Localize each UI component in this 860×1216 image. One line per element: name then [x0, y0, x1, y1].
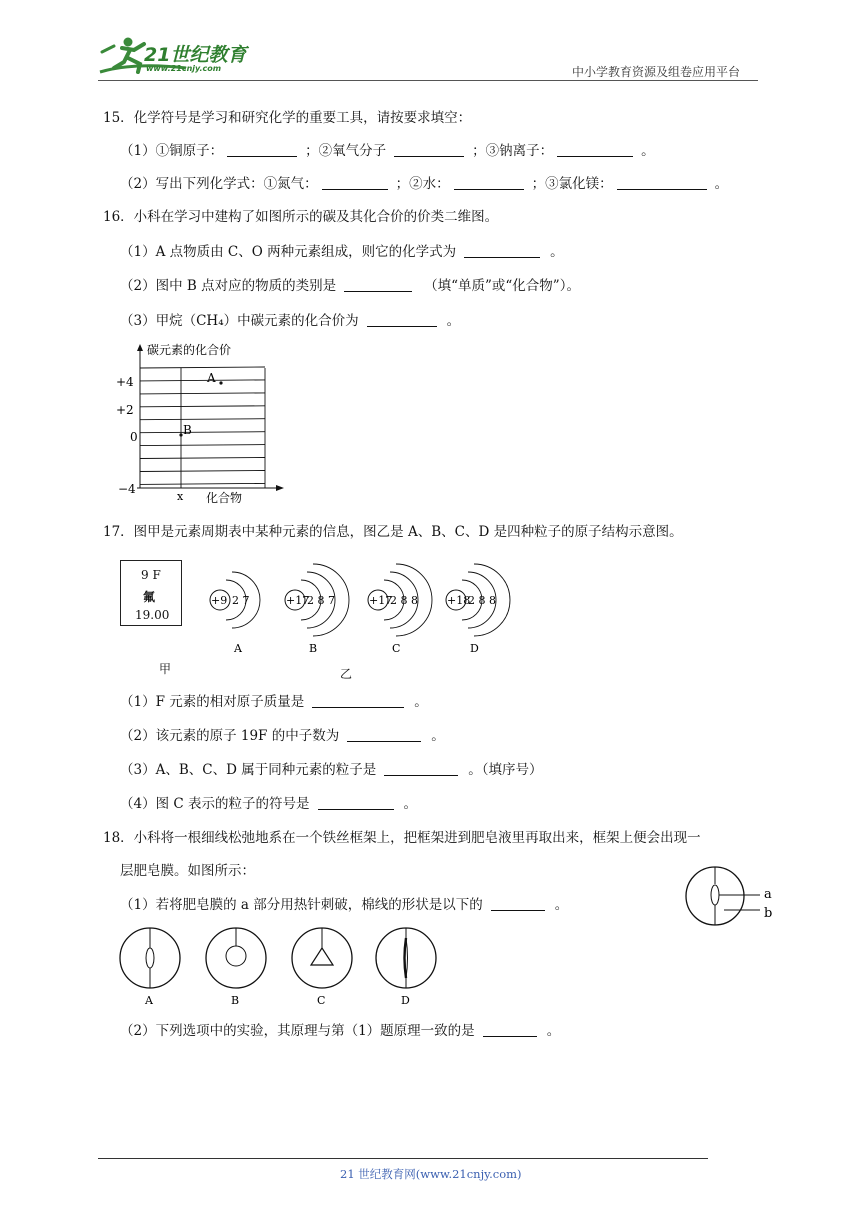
- element-card: [120, 560, 182, 626]
- electron-counts: 2 7: [232, 594, 250, 607]
- grid-line: [140, 419, 265, 420]
- y-tick-minus4: −4: [118, 482, 136, 496]
- valence-chart: [110, 340, 300, 505]
- point-b-label: B: [183, 423, 192, 437]
- q18-part1: （1）若将肥皂膜的 a 部分用热针刺破，棉线的形状是以下的 。: [120, 897, 569, 913]
- grid-line: [140, 406, 265, 407]
- atom-diagram-c: [368, 564, 432, 655]
- grid-line: [140, 432, 265, 433]
- frame-label-a: a: [764, 887, 772, 902]
- element-mass: 19.00: [135, 608, 170, 622]
- option-d-label: D: [401, 994, 410, 1007]
- nucleus-charge: +17: [369, 594, 393, 607]
- q15-blank-6[interactable]: [617, 176, 707, 190]
- q17-part2: （2）该元素的原子 19F 的中子数为 。: [120, 728, 445, 744]
- chart-grid: [140, 367, 265, 488]
- option-c-figure[interactable]: [292, 928, 352, 1007]
- electron-counts: 2 8 8: [468, 594, 496, 607]
- x-tick-x: x: [177, 490, 184, 503]
- nucleus-charge: +18: [447, 594, 471, 607]
- soap-film-frame-diagram: [684, 864, 784, 934]
- q17-part3: （3）A、B、C、D 属于同种元素的粒子是 。（填序号）: [120, 762, 543, 778]
- platform-name: 中小学教育资源及组卷应用平台: [572, 65, 741, 79]
- q17-blank-1[interactable]: [312, 694, 404, 708]
- q16-part3: （3）甲烷（CH₄）中碳元素的化合价为 。: [120, 313, 461, 329]
- nucleus-charge: +9: [211, 594, 228, 607]
- nucleus-charge: +17: [286, 594, 310, 607]
- frame-label-b: b: [764, 906, 773, 921]
- q17-blank-3[interactable]: [384, 762, 458, 776]
- grid-line: [140, 393, 265, 394]
- q17-part1: （1）F 元素的相对原子质量是 。: [120, 694, 428, 710]
- atom-diagram-d: [446, 564, 510, 655]
- fig-jia-label: 甲: [159, 662, 172, 676]
- atom-diagram-a: [210, 572, 260, 655]
- q17-blank-2[interactable]: [347, 728, 421, 742]
- logo-url: www.21cnjy.com: [146, 64, 222, 73]
- y-tick-zero: 0: [130, 430, 138, 444]
- thread-shape-options: [112, 922, 452, 1012]
- atom-diagram-b: [285, 564, 349, 655]
- q15-stem: 15．化学符号是学习和研究化学的重要工具，请按要求填空：: [103, 110, 472, 126]
- q15-blank-3[interactable]: [557, 143, 633, 157]
- y-tick-plus2: +2: [116, 403, 134, 417]
- q15-part1: （1）①铜原子： ；②氧气分子 ；③钠离子： 。: [120, 143, 655, 159]
- grid-line: [140, 380, 265, 381]
- atom-label: B: [309, 642, 318, 655]
- grid-line: [140, 458, 265, 459]
- grid-line: [140, 445, 265, 446]
- atom-label: A: [234, 642, 242, 655]
- element-number-symbol: 9 F: [141, 568, 161, 582]
- q16-blank-3[interactable]: [367, 313, 437, 327]
- q15-blank-2[interactable]: [394, 143, 464, 157]
- q17-blank-4[interactable]: [318, 796, 394, 810]
- y-tick-plus4: +4: [116, 375, 134, 389]
- option-c-label: C: [317, 994, 326, 1007]
- grid-line: [140, 471, 265, 472]
- grid-line: [140, 367, 265, 368]
- atom-label: C: [392, 642, 401, 655]
- atom-structure-diagrams: [190, 552, 520, 662]
- q15-part2: （2）写出下列化学式：①氮气： ；②水： ；③氯化镁： 。: [120, 176, 729, 192]
- grid-line: [140, 483, 265, 484]
- q17-part4: （4）图 C 表示的粒子的符号是 。: [120, 796, 418, 812]
- q15-blank-1[interactable]: [227, 143, 297, 157]
- element-name: 氟: [143, 590, 156, 604]
- q18-part2: （2）下列选项中的实验，其原理与第（1）题原理一致的是 。: [120, 1023, 561, 1039]
- point-a: [219, 381, 222, 384]
- footer-divider: [98, 1158, 708, 1159]
- q16-blank-1[interactable]: [464, 244, 540, 258]
- option-a-figure[interactable]: [120, 928, 180, 1007]
- electron-counts: 2 8 7: [307, 594, 335, 607]
- fig-yi-label: 乙: [340, 667, 353, 681]
- q16-blank-2[interactable]: [344, 278, 412, 292]
- q16-part1: （1）A 点物质由 C、O 两种元素组成，则它的化学式为 。: [120, 244, 564, 260]
- electron-counts: 2 8 8: [390, 594, 418, 607]
- logo-text: 21世纪教育: [144, 44, 247, 66]
- q17-stem: 17．图甲是元素周期表中某种元素的信息，图乙是 A、B、C、D 是四种粒子的原子结构示意图。: [103, 524, 683, 540]
- q16-stem: 16．小科在学习中建构了如图所示的碳及其化合价的价类二维图。: [103, 209, 499, 225]
- atom-label: D: [470, 642, 479, 655]
- q15-blank-5[interactable]: [454, 176, 524, 190]
- footer-link[interactable]: 21 世纪教育网(www.21cnjy.com): [340, 1167, 522, 1181]
- header-divider: [98, 80, 758, 81]
- q15-blank-4[interactable]: [322, 176, 388, 190]
- q18-stem-line2: 层肥皂膜。如图所示：: [120, 863, 255, 879]
- q18-blank-2[interactable]: [483, 1023, 537, 1037]
- option-a-label: A: [145, 994, 153, 1007]
- q18-stem-line1: 18．小科将一根细线松弛地系在一个铁丝框架上，把框架进到肥皂液里再取出来，框架上便会出现一: [103, 830, 701, 846]
- q18-blank-1[interactable]: [491, 897, 545, 911]
- q16-part2: （2）图中 B 点对应的物质的类别是 （填“单质”或“化合物”）。: [120, 278, 580, 294]
- option-b-figure[interactable]: [206, 928, 266, 1007]
- chart-ylabel: 碳元素的化合价: [147, 343, 232, 357]
- option-d-figure[interactable]: [376, 928, 436, 1007]
- point-a-label: A: [207, 371, 216, 385]
- option-b-label: B: [231, 994, 240, 1007]
- chart-xlabel: 化合物: [206, 491, 243, 505]
